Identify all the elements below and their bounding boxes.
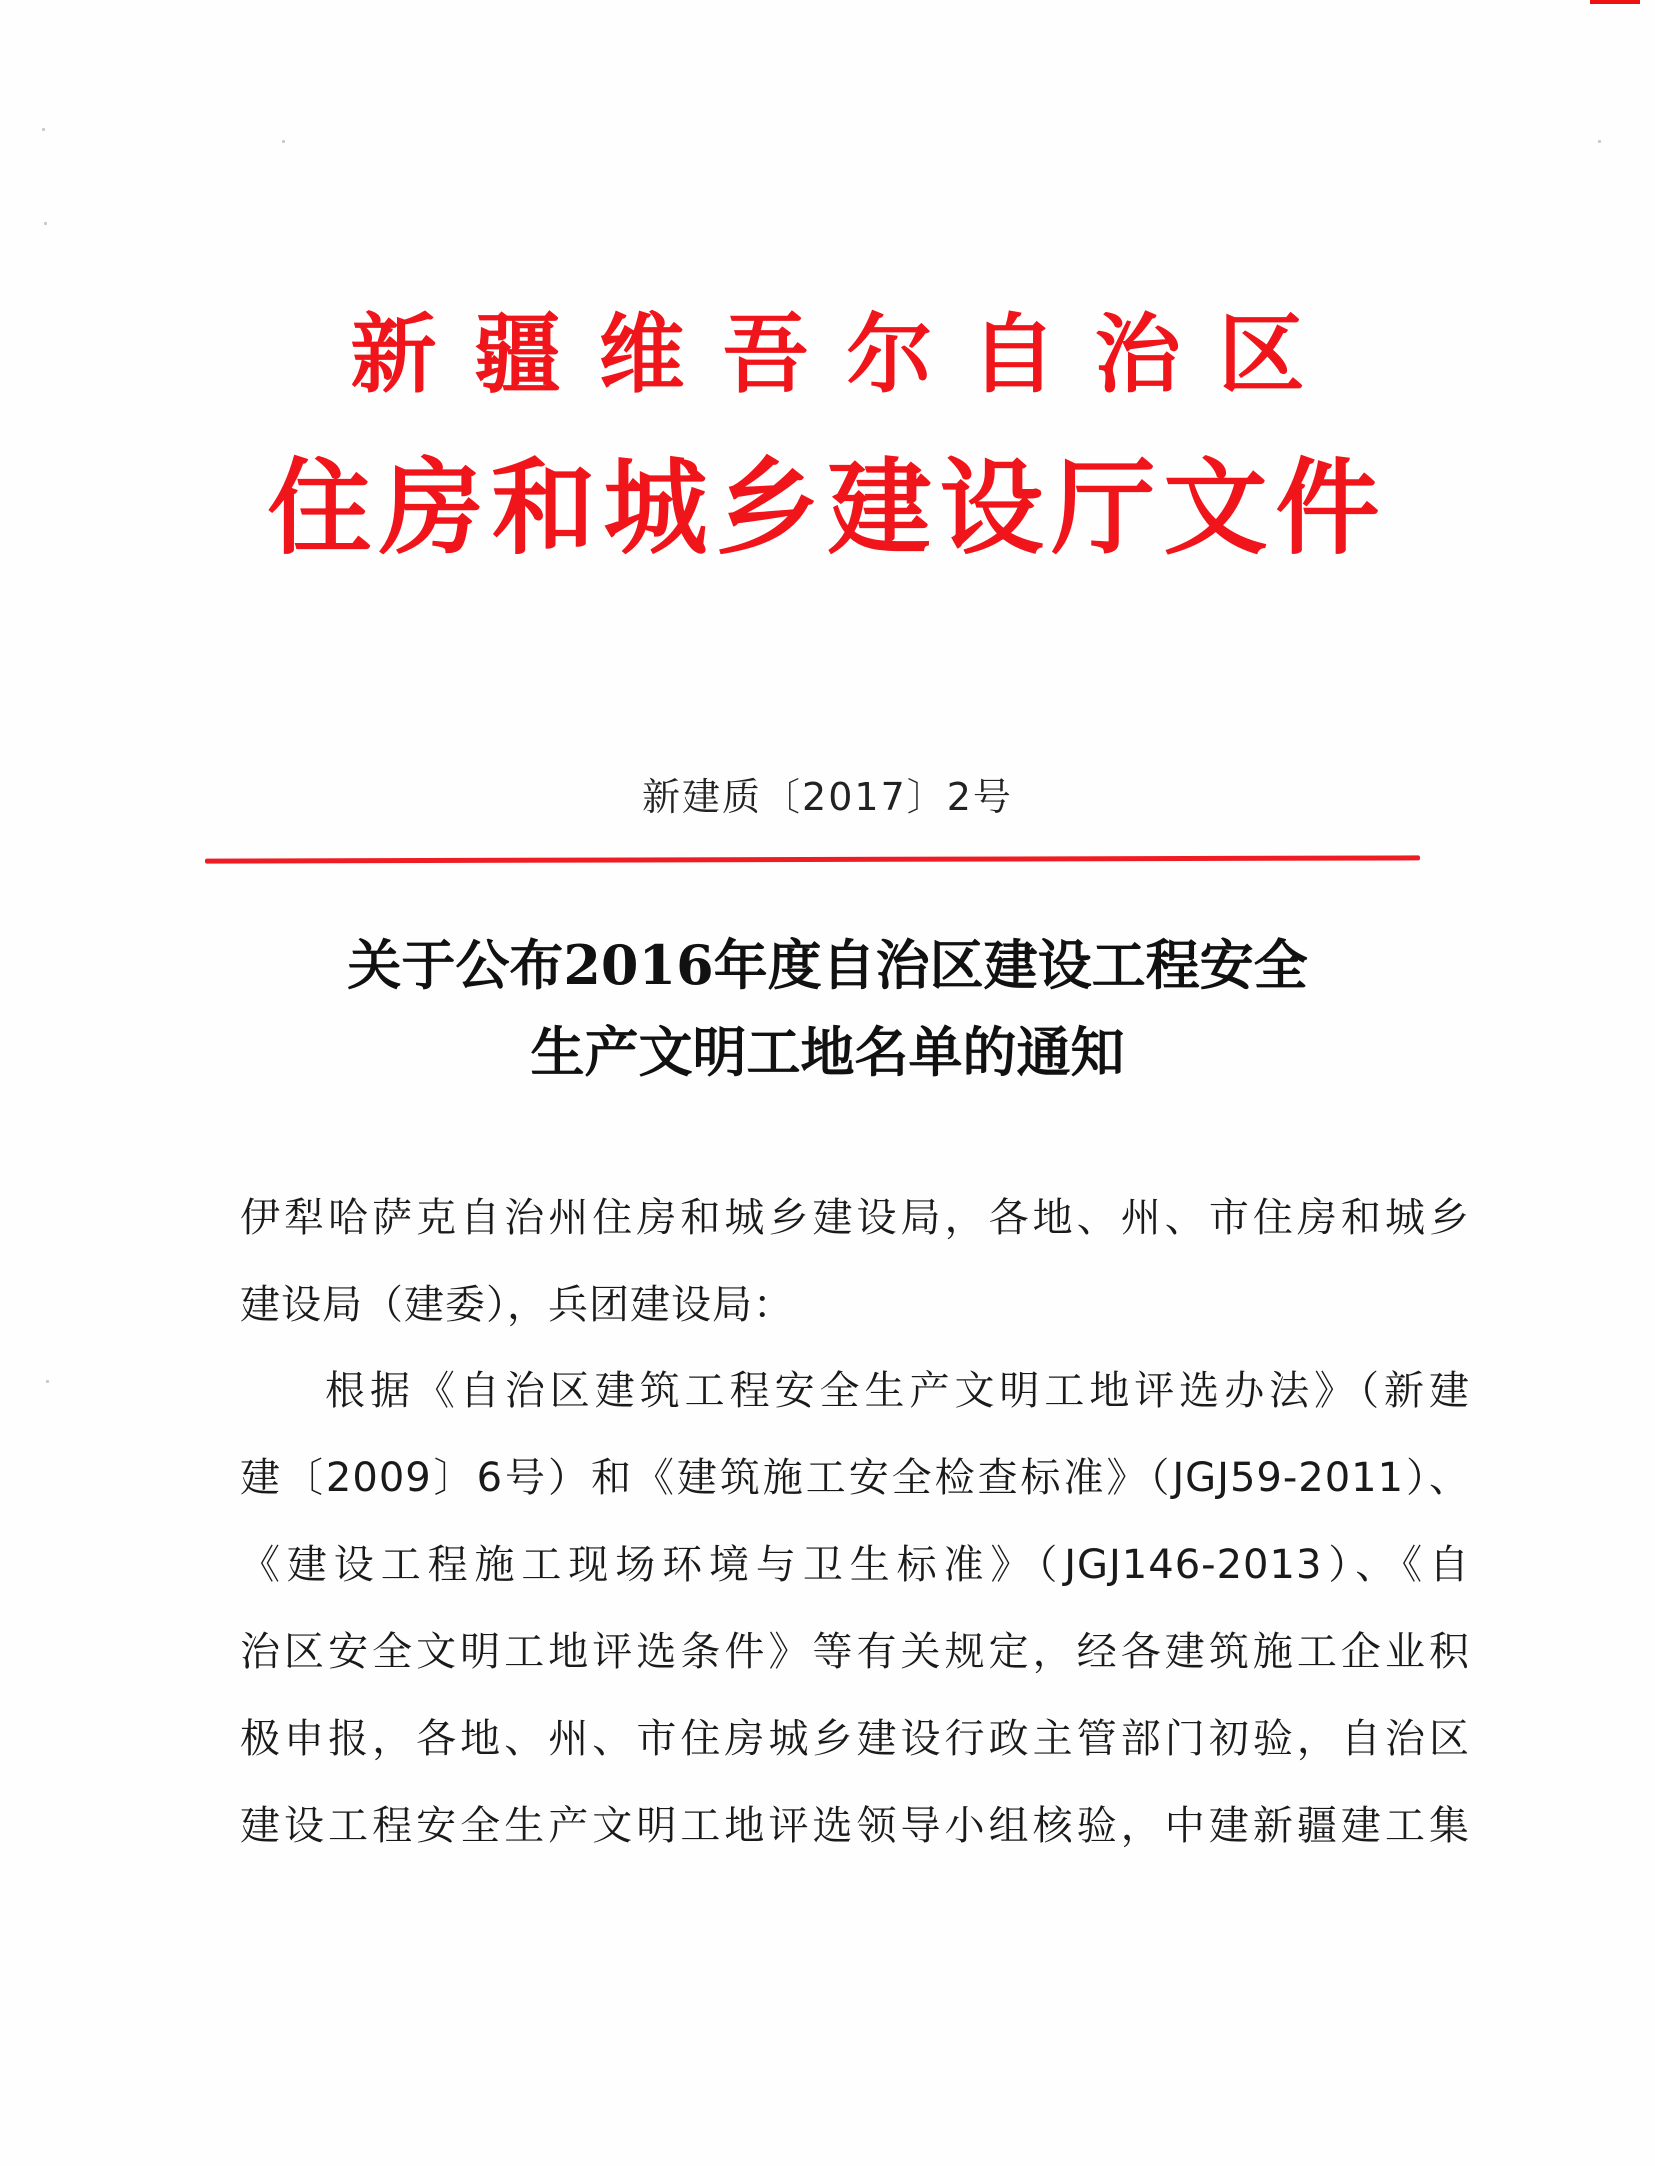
body-line: 《建设工程施工现场环境与卫生标准》（JGJ146-2013）、《自: [240, 1542, 1470, 1588]
body-line: 建〔2009〕6号）和《建筑施工安全检查标准》（JGJ59-2011）、: [240, 1455, 1470, 1501]
issuer-header-line-2: 住房和城乡建设厅文件: [267, 446, 1388, 569]
scan-speck: [42, 128, 45, 131]
corner-red-mark: [1590, 0, 1640, 4]
body-line: 建设局（建委），兵团建设局：: [240, 1282, 794, 1328]
body-line: 根据《自治区建筑工程安全生产文明工地评选办法》（新建: [325, 1368, 1470, 1414]
document-title-line-1: 关于公布2016年度自治区建设工程安全: [347, 933, 1308, 997]
body-line: 伊犁哈萨克自治州住房和城乡建设局，各地、州、市住房和城乡: [240, 1195, 1470, 1241]
red-separator-line: [205, 855, 1420, 863]
document-title-line-2: 生产文明工地名单的通知: [530, 1020, 1125, 1084]
body-line: 治区安全文明工地评选条件》等有关规定，经各建筑施工企业积: [240, 1629, 1470, 1675]
scan-speck: [282, 140, 285, 143]
document-number: 新建质〔2017〕2号: [642, 775, 1013, 819]
scan-speck: [44, 222, 47, 225]
body-line: 极申报，各地、州、市住房城乡建设行政主管部门初验，自治区: [240, 1716, 1470, 1762]
body-line: 建设工程安全生产文明工地评选领导小组核验，中建新疆建工集: [240, 1803, 1470, 1849]
scan-speck: [1598, 140, 1601, 143]
issuer-header-line-1: 新疆维吾尔自治区: [350, 304, 1343, 405]
scan-speck: [46, 1380, 49, 1383]
